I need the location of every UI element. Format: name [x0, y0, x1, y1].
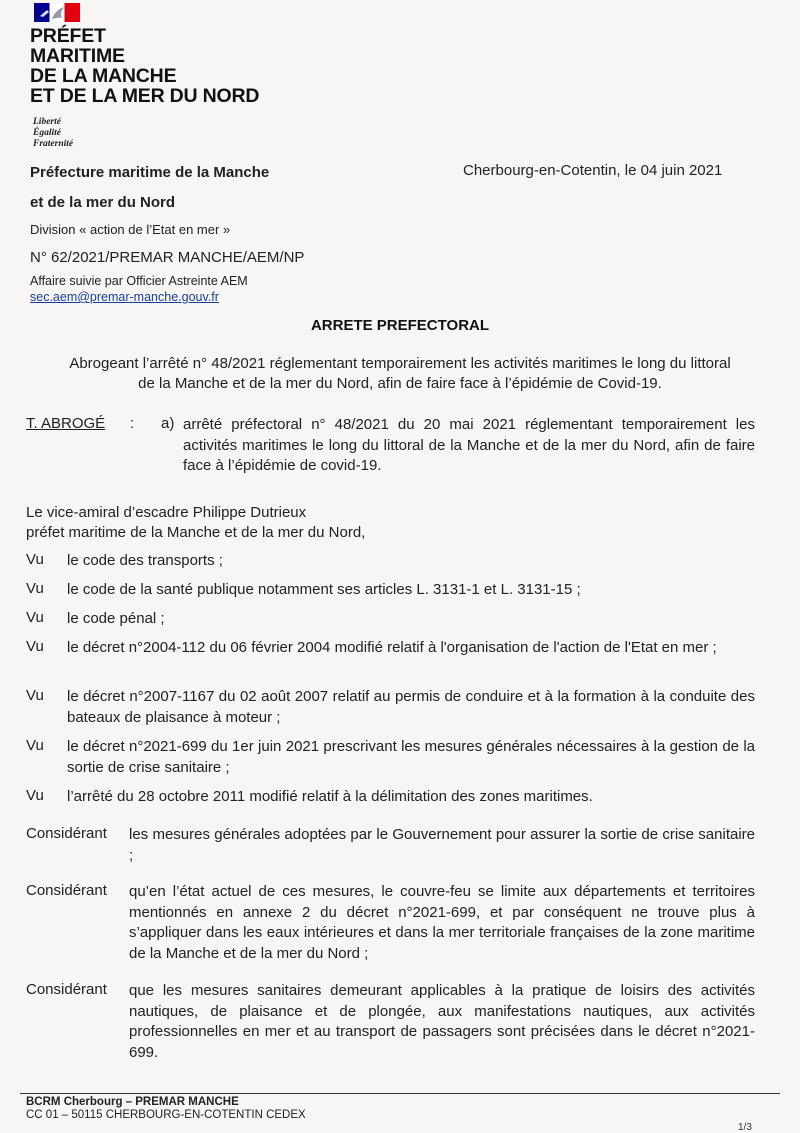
motto-fraternite: Fraternité: [33, 139, 74, 149]
vu-label: Vu: [26, 787, 44, 804]
marianne-logo: [34, 3, 80, 22]
abroge-label: T. ABROGÉ: [26, 415, 106, 432]
vu-item: l’arrêté du 28 octobre 2011 modifié relatif à la délimitation des zones maritimes.: [67, 788, 593, 805]
considerant-label: Considérant: [26, 825, 107, 842]
vu-label: Vu: [26, 638, 44, 655]
document-title: ARRETE PREFECTORAL: [310, 317, 490, 334]
vu-item: le code des transports ;: [67, 552, 223, 569]
republic-motto: [33, 117, 73, 150]
vu-item: le décret n°2007-1167 du 02 août 2007 relatif au permis de conduire et à la formation à la conduite des bateaux de plaisance à moteur ;: [67, 688, 755, 726]
footer-divider: [20, 1093, 780, 1094]
institution-line: MARITIME: [30, 45, 125, 67]
signer-title: préfet maritime de la Manche et de la mer du Nord,: [26, 524, 366, 541]
institution-name: [30, 26, 259, 106]
vu-item: le code pénal ;: [67, 610, 165, 627]
considerant-label: Considérant: [26, 882, 107, 899]
considerant-item: que les mesures sanitaires demeurant applicables à la pratique de loisirs des activités nautiques, de plaisance et de plongée, aux manifestations nautiques, aux activités professionnelles en mer et au transport de passagers sont précisées dans le décret n°2021-699.: [129, 982, 755, 1061]
signer-name: Le vice-amiral d’escadre Philippe Dutrieux: [26, 504, 307, 521]
considerant-label: Considérant: [26, 981, 107, 998]
institution-line: PRÉFET: [30, 25, 106, 47]
vu-label: Vu: [26, 580, 44, 597]
abroge-colon: :: [130, 415, 135, 432]
division: Division « action de l’Etat en mer »: [30, 222, 231, 237]
vu-label: Vu: [26, 609, 44, 626]
prefecture-name-line2: et de la mer du Nord: [30, 194, 176, 211]
footer-address: CC 01 – 50115 CHERBOURG-EN-COTENTIN CEDEX: [26, 1109, 306, 1121]
considerant-item: qu’en l’état actuel de ces mesures, le couvre-feu se limite aux départements et territoires mentionnés en annexe 2 du décret n°2021-699, et par conséquent ne trouve plus à s’appliquer dans les eaux intérieures et dans la mer territoriale françaises de la zone maritime de la Manche et de la mer du Nord ;: [129, 883, 755, 962]
reference-number: N° 62/2021/PREMAR MANCHE/AEM/NP: [30, 249, 305, 266]
vu-item: le décret n°2004-112 du 06 février 2004 modifié relatif à l'organisation de l'action de l'Etat en mer ;: [67, 639, 717, 656]
vu-item: le code de la santé publique notamment ses articles L. 3131-1 et L. 3131-15 ;: [67, 581, 581, 598]
objet: [30, 354, 770, 394]
vu-label: Vu: [26, 687, 44, 704]
vu-label: Vu: [26, 551, 44, 568]
footer-organisation: BCRM Cherbourg – PREMAR MANCHE: [26, 1096, 239, 1108]
considerant-item: les mesures générales adoptées par le Gouvernement pour assurer la sortie de crise sanitaire ;: [129, 826, 755, 864]
vu-label: Vu: [26, 737, 44, 754]
abroge-item-text: arrêté préfectoral n° 48/2021 du 20 mai 2021 réglementant temporairement les activités maritimes le long du littoral de la Manche et de la mer du Nord, afin de faire face à l’épidémie de covid-19.: [183, 416, 755, 474]
objet-line: de la Manche et de la mer du Nord, afin de faire face à l’épidémie de Covid-19.: [138, 375, 662, 392]
institution-line: DE LA MANCHE: [30, 65, 177, 87]
objet-line: Abrogeant l’arrêté n° 48/2021 réglementant temporairement les activités maritimes le long du littoral: [69, 355, 731, 372]
abroge-item-letter: a): [161, 415, 175, 432]
page-number: 1/3: [738, 1122, 752, 1133]
motto-liberte: Liberté: [33, 117, 61, 127]
prefecture-name-line1: Préfecture maritime de la Manche: [30, 164, 270, 181]
institution-line: ET DE LA MER DU NORD: [30, 85, 260, 107]
vu-item: le décret n°2021-699 du 1er juin 2021 prescrivant les mesures générales nécessaires à la gestion de la sortie de crise sanitaire ;: [67, 738, 755, 776]
contact-email-link[interactable]: sec.aem@premar-manche.gouv.fr: [30, 290, 219, 304]
motto-egalite: Égalité: [33, 128, 61, 138]
affaire-suivie: Affaire suivie par Officier Astreinte AEM: [30, 274, 248, 288]
place-date: Cherbourg-en-Cotentin, le 04 juin 2021: [463, 162, 723, 179]
